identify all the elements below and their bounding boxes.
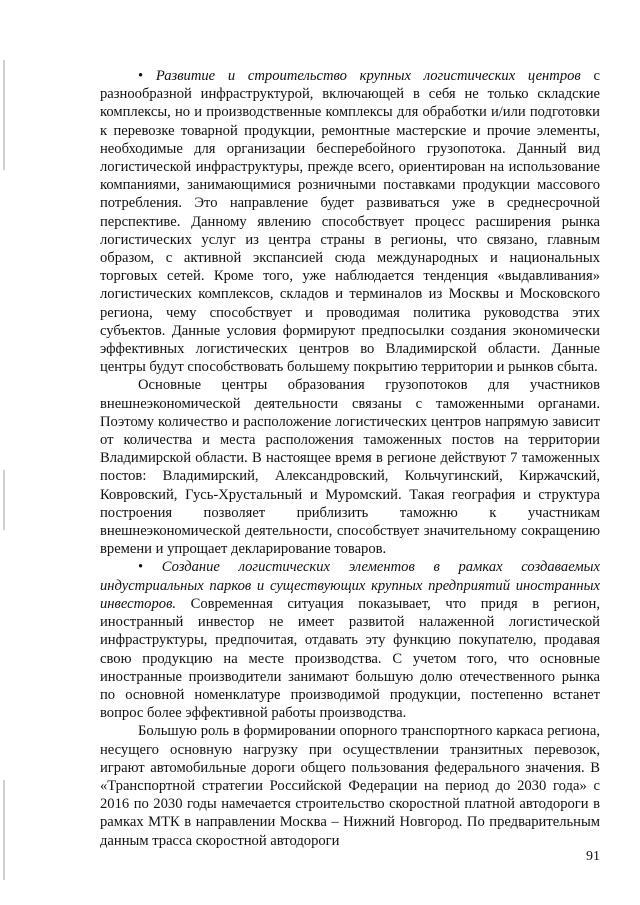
paragraph-transport-framework bbox=[100, 722, 600, 849]
paragraph-industrial-parks bbox=[100, 558, 600, 722]
paragraph-text: Современная ситуация показывает, что придя в регион, иностранный инвестор не имеет развитой налаженной логистической инфраструктуры, предпочитая, отдавать эту функцию покупателю, продавая свою продукцию на месте производства. С учетом того, что основные иностранные производители занимают большую долю отечественного рынка по основной номенклатуре производимой продукции, постепенно встанет вопрос более эффективной работы производства. bbox=[100, 595, 600, 722]
bullet: • bbox=[138, 559, 144, 576]
scan-edge-mark bbox=[3, 780, 5, 880]
italic-heading: Развитие и строительство крупных логистических центров bbox=[143, 68, 581, 84]
body-text bbox=[100, 67, 600, 850]
scan-edge-mark bbox=[3, 60, 5, 170]
scan-edge-mark bbox=[3, 470, 5, 530]
bullet: • bbox=[138, 68, 144, 84]
page-number: 91 bbox=[586, 849, 600, 864]
paragraph-text: с разнообразной инфраструктурой, включающей в себя не только складские комплексы, но и производственные комплексы для обработки и/или подготовки к перевозке товарной продукции, ремонтные мастерские и прочие элементы, необходимые для организации бесперебойного грузопотока. Данный вид логистической инфраструктуры, прежде всего, ориентирован на использование компаниями, занимающимися розничными поставками продукции массового потребления. Это направление будет развиваться уже в среднесрочной перспективе. Данному явлению способствует процесс расширения рынка логистических услуг из центра страны в регионы, что связано, главным образом, с активной экспансией сюда международных и национальных торговых сетей. Кроме того, уже наблюдается тенденция «выдавливания» логистических комплексов, складов и терминалов из Москвы и Московского региона, чему способствует и проводимая политика руководства этих субъектов. Данные условия формируют предпосылки создания экономически эффективных логистических центров во Владимирской области. Данные центры будут способствовать большему покрытию территории и рынков сбыта. bbox=[100, 68, 600, 376]
italic-heading: Создание логистических элементов в рамках создаваемых индустриальных парков и существующих крупных предприятий иностранных инвесторов. bbox=[100, 559, 600, 612]
paragraph-text: Основные центры образования грузопотоков для участников внешнеэкономической деятельности связаны с таможенными органами. Поэтому количество и расположение логистических центров напрямую зависит от количества и места расположения таможенных постов на территории Владимирской области. В настоящее время в регионе действуют 7 таможенных постов: Владимирский, Александровский, Кольчугинский, Киржачский, Ковровский, Гусь-Хрустальный и Муромский. Такая география и структура построения позволяет приблизить таможню к участникам внешнеэкономической деятельности, способствует значительному сокращению времени и упрощает декларирование товаров. bbox=[100, 377, 600, 558]
paragraph-customs-posts bbox=[100, 376, 600, 558]
paragraph-text: Большую роль в формировании опорного транспортного каркаса региона, несущего основную нагрузку при осуществлении транзитных перевозок, играют автомобильные дороги общего пользования федерального значения. В «Транспортной стратегии Российской Федерации на период до 2030 года» с 2016 по 2030 годы намечается строительство скоростной платной автодороги в рамках МТК в направлении Москва – Нижний Новгород. По предварительным данным трасса скоростной автодороги bbox=[100, 723, 600, 849]
paragraph-logistics-centers bbox=[100, 67, 600, 376]
